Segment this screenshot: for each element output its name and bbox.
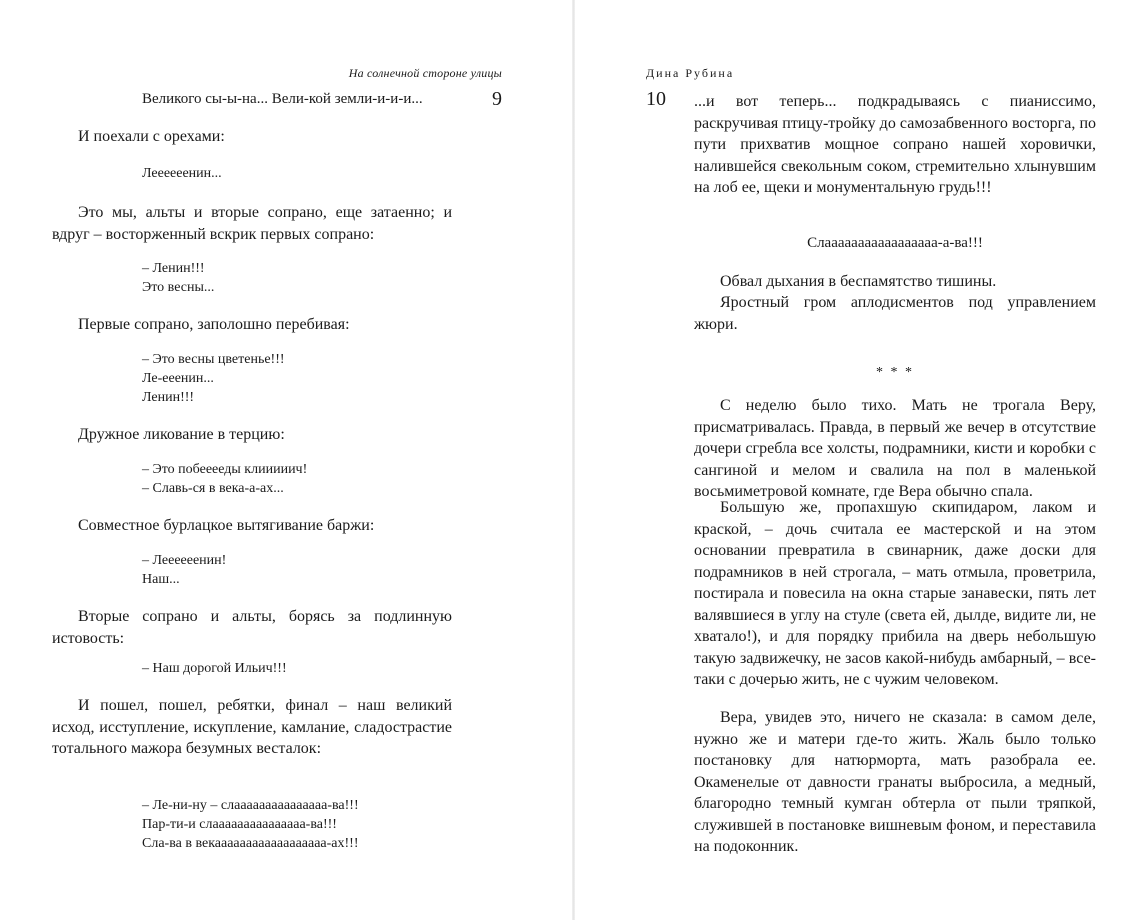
verse-block bbox=[142, 350, 285, 407]
page-number-left: 9 bbox=[492, 88, 502, 110]
paragraph: Вера, увидев это, ничего не сказала: в самом деле, нужно же и матери где-то жить. Жаль было только постановку для натюрморта, мать разобрала ее. Окаменелые от давности гранаты выбросила, а медный, благородно темный кумган обтерла от пыли тряпкой, служившей в постановке вишневым фоном, и переставила на подоконник. bbox=[694, 709, 1096, 855]
paragraph: Яростный гром аплодисментов под управлением жюри. bbox=[694, 294, 1096, 333]
paragraph: Это мы, альты и вторые сопрано, еще затаенно; и вдруг – восторженный вскрик первых сопрано: bbox=[52, 204, 452, 243]
verse-line: Ленин!!! bbox=[142, 390, 195, 405]
verse-line: Это весны... bbox=[142, 280, 215, 295]
verse-line: – Это весны цветенье!!! bbox=[142, 352, 285, 367]
section-separator: * * * bbox=[876, 365, 914, 380]
verse-line: Пар-ти-и слааааааааааааааа-ва!!! bbox=[142, 817, 337, 832]
paragraph: С неделю было тихо. Мать не трогала Веру, присматривалась. Правда, в первый же вечер в отсутствие дочери сгребла все холсты, подрамники, кисти и коробки с сангиной и мелом и свалила на пол в маленькой восьмиметровой комнате, где Вера обычно спала. bbox=[694, 397, 1096, 500]
page-number-right: 10 bbox=[646, 88, 666, 110]
paragraph: Дружное ликование в терцию: bbox=[78, 426, 285, 443]
paragraph: Обвал дыхания в беспамятство тишины. bbox=[720, 273, 997, 290]
verse-block bbox=[142, 551, 226, 589]
paragraph: Совместное бурлацкое вытягивание баржи: bbox=[78, 517, 375, 534]
verse-block bbox=[142, 164, 222, 183]
verse-line: Леееееенин... bbox=[142, 166, 222, 181]
paragraph: Первые сопрано, заполошно перебивая: bbox=[78, 316, 350, 333]
paragraph: И поехали с орехами: bbox=[78, 128, 225, 145]
verse-block bbox=[142, 259, 214, 297]
verse-line: – Ленин!!! bbox=[142, 261, 205, 276]
verse-line: – Это побееееды клииииич! bbox=[142, 462, 308, 477]
paragraph: ...и вот теперь... подкрадываясь с пианиссимо, раскручивая птицу-тройку до самозабвенного восторга, по пути прихватив мощное сопрано нашей хоровички, налившейся свекольным соком, стремительно хлынувшим на лоб ее, щеки и монументальную грудь!!! bbox=[694, 93, 1096, 196]
running-head-right: Дина Рубина bbox=[646, 66, 735, 80]
verse-block bbox=[142, 796, 359, 853]
verse-line: – Наш дорогой Ильич!!! bbox=[142, 661, 287, 676]
paragraph: И пошел, пошел, ребятки, финал – наш великий исход, исступление, искупление, камлание, сладострастие тотального мажора безумных весталок: bbox=[52, 697, 452, 757]
right-page bbox=[574, 0, 1148, 920]
verse-block bbox=[142, 659, 287, 678]
running-head-left: На солнечной стороне улицы bbox=[348, 66, 502, 80]
verse-line: – Ле-ни-ну – слааааааааааааааа-ва!!! bbox=[142, 798, 359, 813]
paragraph: Вторые сопрано и альты, борясь за подлинную истовость: bbox=[52, 608, 452, 647]
verse-line: Наш... bbox=[142, 572, 180, 587]
verse-line: – Славь-ся в века-а-ах... bbox=[142, 481, 284, 496]
centered-exclamation: Слааааааааааааааааа-а-ва!!! bbox=[807, 235, 983, 251]
verse-line: – Леееееенин! bbox=[142, 553, 227, 568]
verse-block bbox=[142, 460, 307, 498]
verse-line: Сла-ва в векаааааааааааааааааа-ах!!! bbox=[142, 836, 359, 851]
verse-line: Ле-ееенин... bbox=[142, 371, 214, 386]
first-line: Великого сы-ы-на... Вели-кой земли-и-и-и... bbox=[142, 91, 423, 107]
paragraph: Большую же, пропахшую скипидаром, лаком и краской, – дочь считала ее мастерской и на этом основании превратила в свинарник, даже доски для подрамников в ней строгала, – мать отмыла, проветрила, постирала и повесила на окна старые занавески, пять лет валявшиеся в углу на стуле (света ей, дылде, видите ли, не хватало!), и для порядку прибила на дверь небольшую такую задвижечку, не засов какой-нибудь амбарный, – все-таки с дочерью жить, не с чужим человеком. bbox=[694, 499, 1096, 688]
